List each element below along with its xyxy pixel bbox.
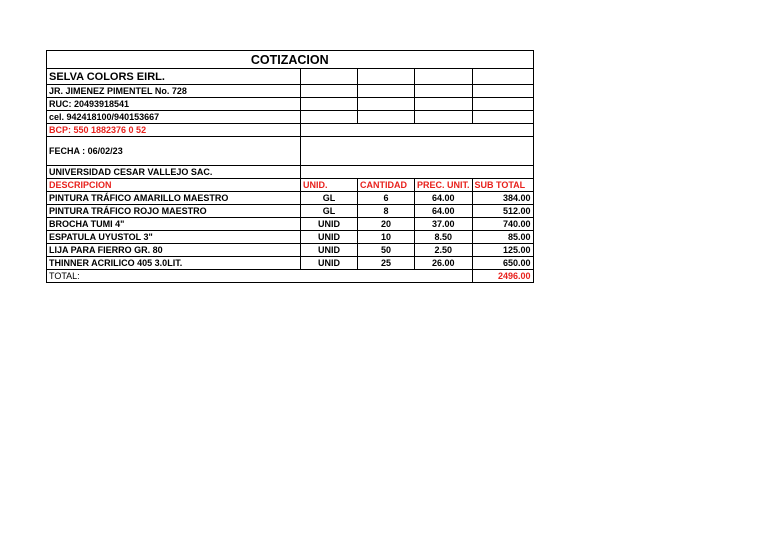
company-ruc: RUC: 20493918541: [47, 98, 301, 111]
item-subtotal: 740.00: [472, 218, 533, 231]
table-row: [47, 231, 534, 244]
company-phone: cel. 942418100/940153667: [47, 111, 301, 124]
table-row: [47, 218, 534, 231]
total-value: 2496.00: [472, 270, 533, 283]
item-description: BROCHA TUMI 4": [47, 218, 301, 231]
quote-date: FECHA : 06/02/23: [47, 137, 301, 166]
item-quantity: 50: [358, 244, 415, 257]
item-description: PINTURA TRÁFICO ROJO MAESTRO: [47, 205, 301, 218]
item-unit-price: 37.00: [415, 218, 473, 231]
item-description: LIJA PARA FIERRO GR. 80: [47, 244, 301, 257]
item-description: THINNER ACRILICO 405 3.0LIT.: [47, 257, 301, 270]
client-name: UNIVERSIDAD CESAR VALLEJO SAC.: [47, 166, 301, 179]
header-sub-total: SUB TOTAL: [472, 179, 533, 192]
item-unit: GL: [301, 205, 358, 218]
header-cantidad: CANTIDAD: [358, 179, 415, 192]
item-description: PINTURA TRÁFICO AMARILLO MAESTRO: [47, 192, 301, 205]
item-unit-price: 2.50: [415, 244, 473, 257]
item-subtotal: 512.00: [472, 205, 533, 218]
item-subtotal: 85.00: [472, 231, 533, 244]
item-quantity: 8: [358, 205, 415, 218]
item-unit-price: 64.00: [415, 192, 473, 205]
item-subtotal: 125.00: [472, 244, 533, 257]
item-unit-price: 8.50: [415, 231, 473, 244]
bank-account: BCP: 550 1882376 0 52: [47, 124, 301, 137]
item-unit: UNID: [301, 218, 358, 231]
document-title: COTIZACION: [47, 51, 534, 69]
item-unit: UNID: [301, 257, 358, 270]
item-unit-price: 64.00: [415, 205, 473, 218]
item-subtotal: 650.00: [472, 257, 533, 270]
item-unit: UNID: [301, 231, 358, 244]
table-row: [47, 205, 534, 218]
total-row: [47, 270, 534, 283]
total-label: TOTAL:: [47, 270, 473, 283]
company-name: SELVA COLORS EIRL.: [47, 69, 301, 85]
header-descripcion: DESCRIPCION: [47, 179, 301, 192]
header-prec-unit: PREC. UNIT.: [415, 179, 473, 192]
item-unit: GL: [301, 192, 358, 205]
table-row: [47, 257, 534, 270]
item-quantity: 6: [358, 192, 415, 205]
item-unit-price: 26.00: [415, 257, 473, 270]
item-subtotal: 384.00: [472, 192, 533, 205]
item-quantity: 20: [358, 218, 415, 231]
item-quantity: 10: [358, 231, 415, 244]
table-row: [47, 244, 534, 257]
company-address: JR. JIMENEZ PIMENTEL No. 728: [47, 85, 301, 98]
item-description: ESPATULA UYUSTOL 3": [47, 231, 301, 244]
quotation-table: [46, 50, 534, 283]
header-unid: UNID.: [301, 179, 358, 192]
item-unit: UNID: [301, 244, 358, 257]
table-row: [47, 192, 534, 205]
table-header: [47, 179, 534, 192]
item-quantity: 25: [358, 257, 415, 270]
